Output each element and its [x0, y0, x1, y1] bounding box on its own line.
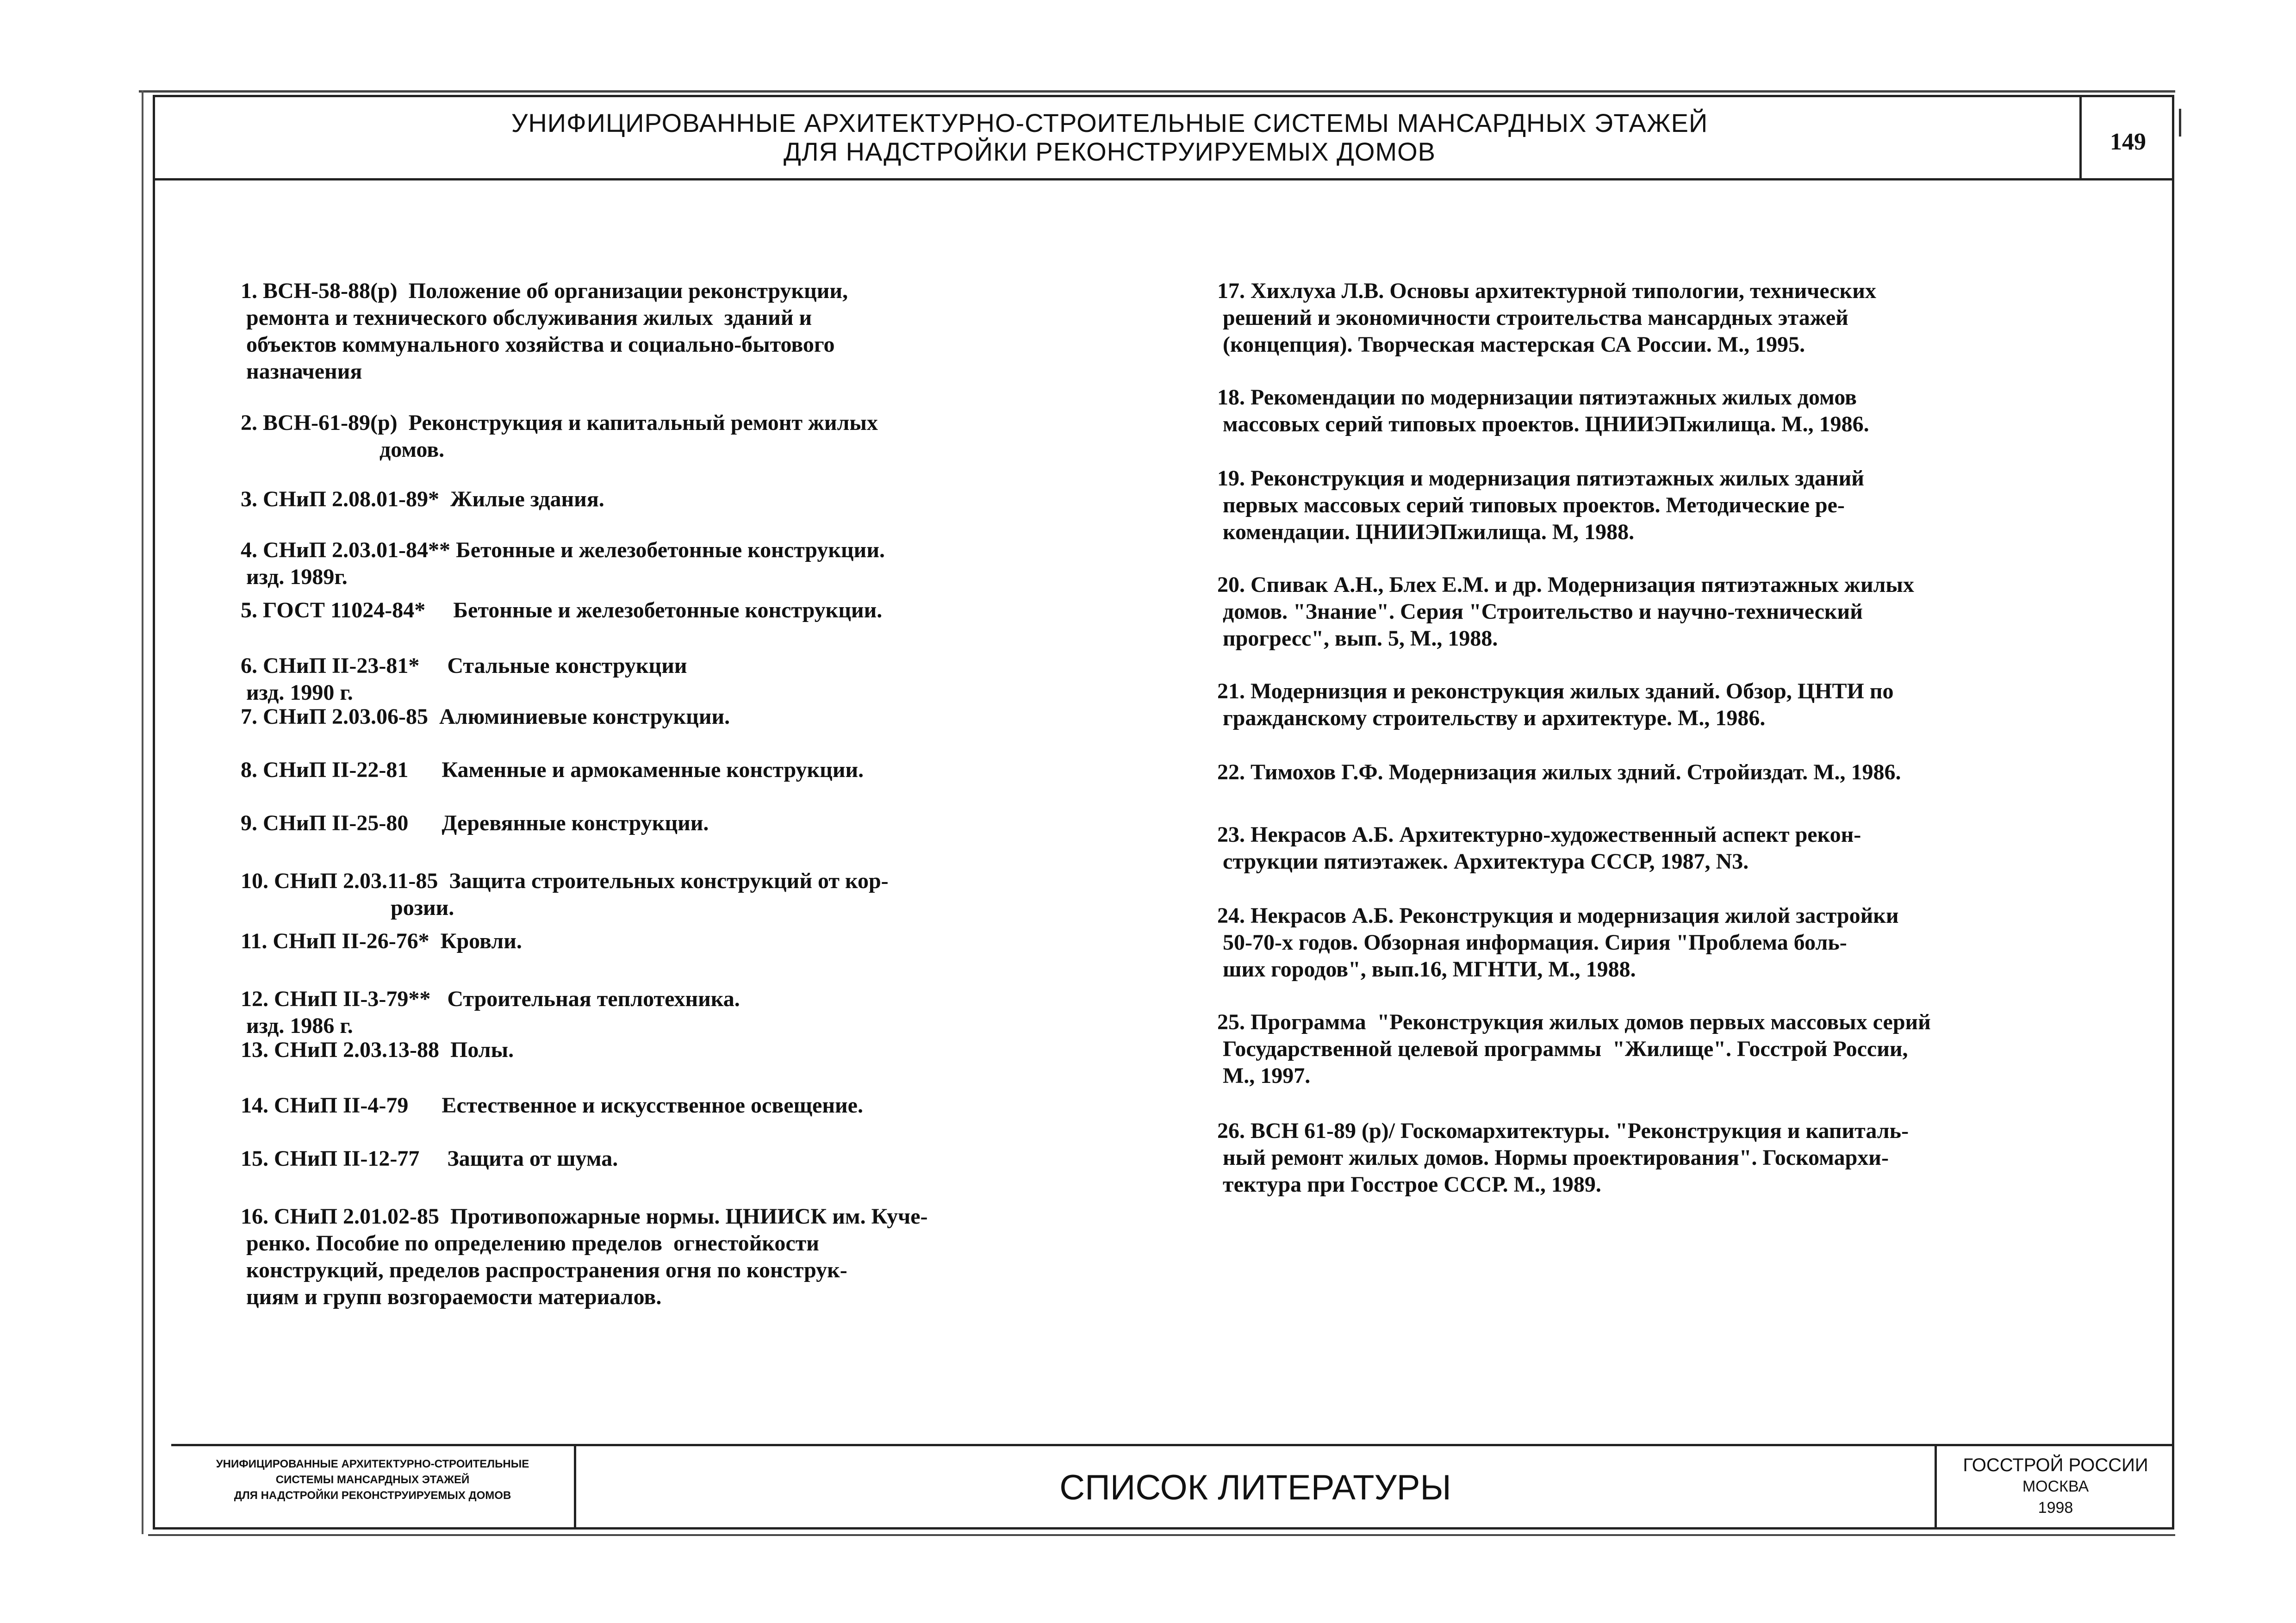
- reference-text: СНиП II-4-79 Естественное и искусственное освещение.: [274, 1093, 863, 1118]
- reference-number: 3.: [241, 487, 257, 511]
- organization-name: ГОССТРОЙ РОССИИ: [1963, 1455, 2148, 1475]
- reference-text: Спивак А.Н., Блех Е.М. и др. Модернизация пятиэтажных жилых домов. "Знание". Серия "Строительство и научно-технический прогресс", вып. 5, М., 1988.: [1223, 572, 1914, 651]
- reference-text: СНиП II-22-81 Каменные и армокаменные конструкции.: [263, 758, 864, 782]
- reference-item: [241, 653, 1097, 706]
- reference-number: 5.: [241, 598, 257, 622]
- reference-text: СНиП 2.03.11-85 Защита строительных конструкций от кор- розии.: [274, 869, 889, 920]
- reference-number: 4.: [241, 538, 257, 562]
- reference-item: [241, 278, 1097, 385]
- outer-border-top: [139, 90, 2175, 93]
- reference-number: 17.: [1217, 279, 1245, 303]
- reference-item: [1217, 465, 2124, 546]
- reference-number: 22.: [1217, 760, 1245, 784]
- organization-year: 1998: [2038, 1499, 2073, 1517]
- reference-item: [241, 1037, 1097, 1063]
- reference-item: [241, 703, 1097, 730]
- project-name-line-3: ДЛЯ НАДСТРОЙКИ РЕКОНСТРУИРУЕМЫХ ДОМОВ: [234, 1489, 511, 1502]
- reference-text: Модернизция и реконструкция жилых зданий. Обзор, ЦНТИ по гражданскому строительству и архитектуре. М., 1986.: [1223, 679, 1894, 730]
- organization-city: МОСКВА: [2022, 1478, 2089, 1495]
- sheet-name: СПИСОК ЛИТЕРАТУРЫ: [1059, 1468, 1451, 1507]
- reference-item: [1217, 759, 2124, 786]
- page-number-box: [2079, 95, 2174, 178]
- reference-item: [1217, 1118, 2124, 1198]
- reference-number: 1.: [241, 279, 257, 303]
- reference-text: СНиП 2.03.13-88 Полы.: [274, 1038, 514, 1062]
- reference-text: СНиП 2.03.01-84** Бетонные и железобетонные конструкции. изд. 1989г.: [246, 538, 885, 589]
- reference-item: [1217, 821, 2124, 875]
- reference-number: 12.: [241, 987, 268, 1011]
- reference-number: 10.: [241, 869, 268, 893]
- reference-item: [241, 810, 1097, 837]
- reference-text: ВСН 61-89 (р)/ Госкомархитектуры. "Реконструкция и капиталь- ный ремонт жилых домов. Нормы проектирования". Госкомархи- тектура при Госстрое СССР. М., 1989.: [1223, 1119, 1909, 1197]
- reference-number: 18.: [1217, 385, 1245, 410]
- reference-number: 19.: [1217, 466, 1245, 491]
- reference-number: 16.: [241, 1204, 268, 1229]
- reference-number: 23.: [1217, 822, 1245, 847]
- reference-number: 25.: [1217, 1010, 1245, 1034]
- reference-item: [1217, 572, 2124, 652]
- reference-item: [1217, 278, 2124, 358]
- reference-number: 7.: [241, 704, 257, 729]
- reference-text: СНиП 2.01.02-85 Противопожарные нормы. ЦНИИСК им. Куче- ренко. Пособие по определению пределов огнестойкости конструкций, пределов распространения огня по конструк- циям и групп возгораемости материалов.: [246, 1204, 928, 1309]
- reference-text: Некрасов А.Б. Реконструкция и модернизация жилой застройки 50-70-х годов. Обзорная информация. Сирия "Проблема боль- ших городов", вып.16, МГНТИ, М., 1988.: [1223, 903, 1899, 982]
- reference-item: [241, 1145, 1097, 1172]
- reference-text: СНиП II-23-81* Стальные конструкции изд. 1990 г.: [246, 653, 687, 705]
- reference-text: СНиП 2.08.01-89* Жилые здания.: [263, 487, 604, 511]
- reference-number: 20.: [1217, 572, 1245, 597]
- reference-number: 15.: [241, 1146, 268, 1171]
- reference-number: 9.: [241, 811, 257, 835]
- sheet-title-line-2: ДЛЯ НАДСТРОЙКИ РЕКОНСТРУИРУЕМЫХ ДОМОВ: [783, 137, 1436, 166]
- reference-text: Тимохов Г.Ф. Модернизация жилых здний. Стройиздат. М., 1986.: [1251, 760, 1901, 784]
- reference-number: 13.: [241, 1038, 268, 1062]
- reference-text: Некрасов А.Б. Архитектурно-художественный аспект рекон- струкции пятиэтажек. Архитектура СССР, 1987, N3.: [1223, 822, 1861, 874]
- reference-item: [241, 1092, 1097, 1119]
- outer-border-right-mark: [2179, 109, 2181, 137]
- reference-item: [1217, 1009, 2124, 1089]
- reference-number: 26.: [1217, 1119, 1245, 1143]
- reference-item: [241, 757, 1097, 784]
- outer-border-bottom: [148, 1534, 2175, 1536]
- reference-text: Хихлуха Л.В. Основы архитектурной типологии, технических решений и экономичности строительства мансардных этажей (концепция). Творческая мастерская СА России. М., 1995.: [1223, 279, 1876, 357]
- reference-item: [241, 486, 1097, 513]
- reference-item: [241, 986, 1097, 1039]
- reference-text: ГОСТ 11024-84* Бетонные и железобетонные конструкции.: [263, 598, 883, 622]
- reference-item: [241, 537, 1097, 591]
- reference-number: 21.: [1217, 679, 1245, 703]
- reference-item: [1217, 384, 2124, 438]
- reference-number: 6.: [241, 653, 257, 678]
- reference-item: [241, 597, 1097, 624]
- reference-text: СНиП II-3-79** Строительная теплотехника. изд. 1986 г.: [246, 987, 740, 1038]
- reference-text: ВСН-61-89(р) Реконструкция и капитальный ремонт жилых домов.: [263, 410, 878, 462]
- reference-number: 24.: [1217, 903, 1245, 928]
- reference-text: СНиП II-12-77 Защита от шума.: [274, 1146, 618, 1171]
- title-block-organization: [1935, 1446, 2174, 1530]
- project-name-line-1: УНИФИЦИРОВАННЫЕ АРХИТЕКТУРНО-СТРОИТЕЛЬНЫЕ: [216, 1458, 529, 1470]
- sheet-title: [153, 109, 2066, 166]
- reference-item: [1217, 902, 2124, 983]
- page-number: 149: [2110, 129, 2146, 155]
- reference-text: СНиП II-25-80 Деревянные конструкции.: [263, 811, 709, 835]
- reference-number: 14.: [241, 1093, 268, 1118]
- outer-border-left: [142, 90, 143, 1534]
- reference-item: [241, 1203, 1097, 1311]
- title-block-project-name: [171, 1446, 576, 1530]
- reference-text: Реконструкция и модернизация пятиэтажных жилых зданий первых массовых серий типовых проектов. Методические ре- комендации. ЦНИИЭПжилища. М, 1988.: [1223, 466, 1864, 544]
- title-block: [171, 1444, 2174, 1530]
- reference-text: ВСН-58-88(р) Положение об организации реконструкции, ремонта и технического обслуживания жилых зданий и объектов коммунального хозяйства и социально-бытового назначения: [246, 279, 848, 384]
- reference-item: [241, 410, 1097, 463]
- reference-number: 2.: [241, 410, 257, 435]
- sheet-title-line-1: УНИФИЦИРОВАННЫЕ АРХИТЕКТУРНО-СТРОИТЕЛЬНЫЕ СИСТЕМЫ МАНСАРДНЫХ ЭТАЖЕЙ: [511, 108, 1708, 137]
- reference-number: 11.: [241, 929, 268, 953]
- sheet-header: [153, 95, 2174, 180]
- reference-item: [1217, 678, 2124, 732]
- reference-item: [241, 868, 1097, 921]
- reference-text: СНиП 2.03.06-85 Алюминиевые конструкции.: [263, 704, 730, 729]
- reference-text: Программа "Реконструкция жилых домов первых массовых серий Государственной целевой программы "Жилище". Госстрой России, М., 1997.: [1223, 1010, 1931, 1088]
- project-name-line-2: СИСТЕМЫ МАНСАРДНЫХ ЭТАЖЕЙ: [275, 1474, 470, 1486]
- reference-number: 8.: [241, 758, 257, 782]
- reference-text: Рекомендации по модернизации пятиэтажных жилых домов массовых серий типовых проектов. ЦНИИЭПжилища. М., 1986.: [1223, 385, 1869, 436]
- reference-text: СНиП II-26-76* Кровли.: [273, 929, 522, 953]
- reference-item: [241, 928, 1097, 955]
